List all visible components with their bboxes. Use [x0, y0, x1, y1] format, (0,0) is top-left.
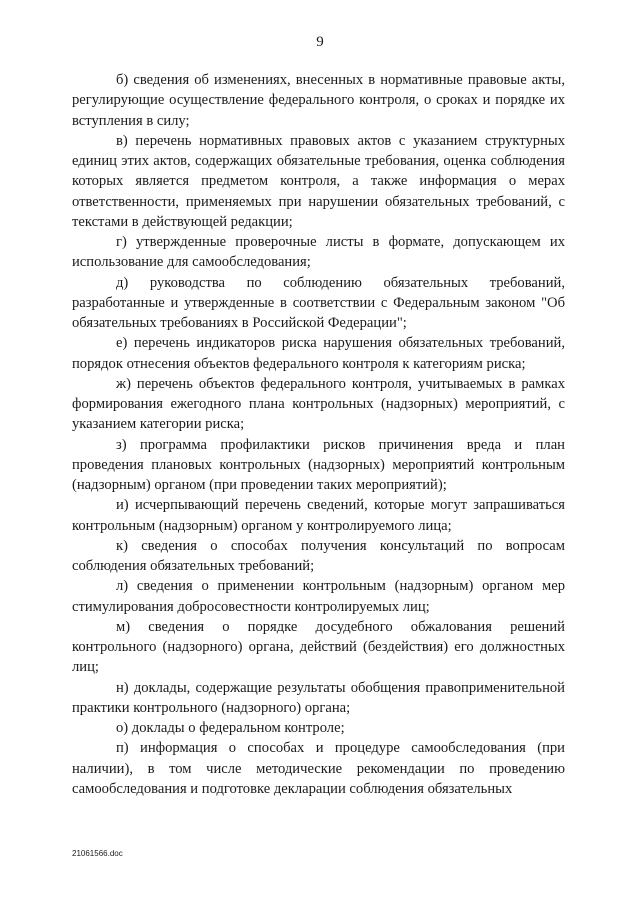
paragraph-n: н) доклады, содержащие результаты обобщения правоприменительной практики контрольного (надзорного) органа;	[72, 679, 565, 716]
paragraph-p: п) информация о способах и процедуре самообследования (при наличии), в том числе методические рекомендации по проведению самообследования и подготовке декларации соблюдения обязательных	[72, 740, 565, 797]
page-number: 9	[316, 34, 324, 50]
paragraph-o: о) доклады о федеральном контроле;	[116, 720, 345, 736]
paragraph-l: л) сведения о применении контрольным (надзорным) органом мер стимулирования добросовестности контролируемых лиц;	[72, 578, 565, 615]
paragraph-e: е) перечень индикаторов риска нарушения обязательных требований, порядок отнесения объектов федерального контроля к категориям риска;	[72, 335, 565, 372]
paragraph-zh: ж) перечень объектов федерального контроля, учитываемых в рамках формирования ежегодного плана контрольных (надзорных) мероприятий, с указанием категории риска;	[72, 375, 565, 433]
paragraph-d: д) руководства по соблюдению обязательных требований, разработанные и утвержденные в соответствии с Федеральным законом "Об обязательных требованиях в Российской Федерации";	[72, 274, 565, 331]
paragraph-g: г) утвержденные проверочные листы в формате, допускающем их использование для самообследования;	[72, 234, 565, 271]
paragraph-b: б) сведения об изменениях, внесенных в нормативные правовые акты, регулирующие осуществление федерального контроля, о сроках и порядке их вступления в силу;	[72, 72, 565, 129]
paragraph-m: м) сведения о порядке досудебного обжалования решений контрольного (надзорного) органа, действий (бездействия) его должностных лиц;	[72, 618, 565, 676]
file-id: 21061566.doc	[72, 849, 123, 858]
paragraph-i: и) исчерпывающий перечень сведений, которые могут запрашиваться контрольным (надзорным) органом у контролируемого лица;	[72, 497, 565, 534]
paragraph-v: в) перечень нормативных правовых актов с указанием структурных единиц этих актов, содержащих обязательные требования, оценка соблюдения которых является предметом контроля, а также информация о мерах ответственности, применяемых при нарушении обязательных требований, с текстами в действующей редакции;	[72, 132, 565, 230]
paragraph-k: к) сведения о способах получения консультаций по вопросам соблюдения обязательных требований;	[72, 537, 565, 574]
paragraph-z: з) программа профилактики рисков причинения вреда и план проведения плановых контрольных (надзорных) мероприятий контрольным (надзорным) органом (при проведении таких мероприятий);	[72, 436, 565, 493]
body-text	[72, 70, 565, 799]
